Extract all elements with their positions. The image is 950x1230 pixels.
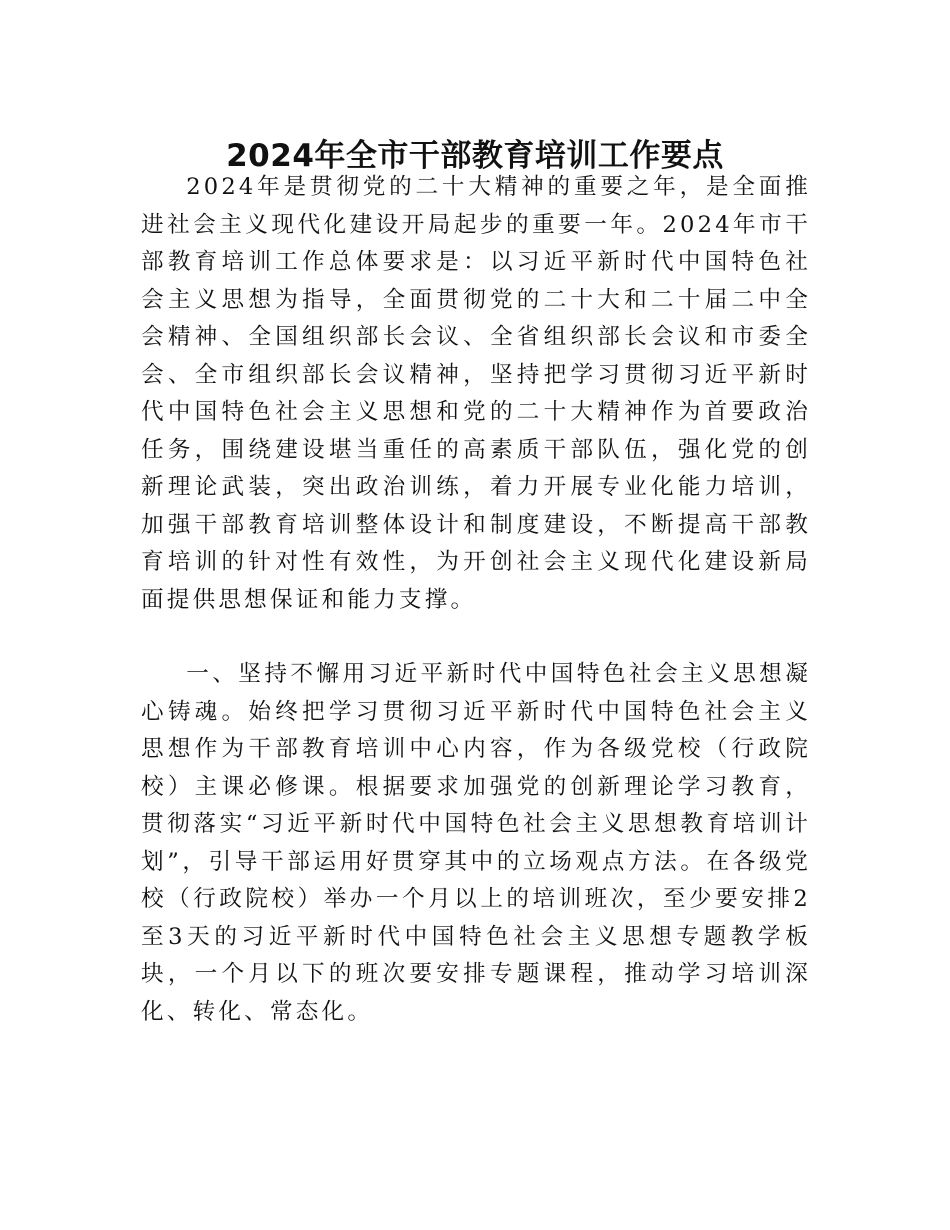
paragraph-section-one: 一、坚持不懈用习近平新时代中国特色社会主义思想凝心铸魂。始终把学习贯彻习近平新时代中国特色社会主义思想作为干部教育培训中心内容，作为各级党校（行政院校）主课必修课。根据要求加强党的创新理论学习教育，贯彻落实“习近平新时代中国特色社会主义思想教育培训计划”，引导干部运用好贯穿其中的立场观点方法。在各级党校（行政院校）举办一个月以上的培训班次，至少要安排2至3天的习近平新时代中国特色社会主义思想专题教学板块，一个月以下的班次要安排专题课程，推动学习培训深化、转化、常态化。 [141, 661, 811, 1025]
paragraph-intro: 2024年是贯彻党的二十大精神的重要之年，是全面推进社会主义现代化建设开局起步的重要一年。2024年市干部教育培训工作总体要求是：以习近平新时代中国特色社会主义思想为指导，全面贯彻党的二十大和二十届二中全会精神、全国组织部长会议、全省组织部长会议和市委全会、全市组织部长会议精神，坚持把学习贯彻习近平新时代中国特色社会主义思想和党的二十大精神作为首要政治任务，围绕建设堪当重任的高素质干部队伍，强化党的创新理论武装，突出政治训练，着力开展专业化能力培训，加强干部教育培训整体设计和制度建设，不断提高干部教育培训的针对性有效性，为开创社会主义现代化建设新局面提供思想保证和能力支撑。 [141, 174, 811, 613]
document-title: 2024年全市干部教育培训工作要点 [226, 137, 724, 174]
